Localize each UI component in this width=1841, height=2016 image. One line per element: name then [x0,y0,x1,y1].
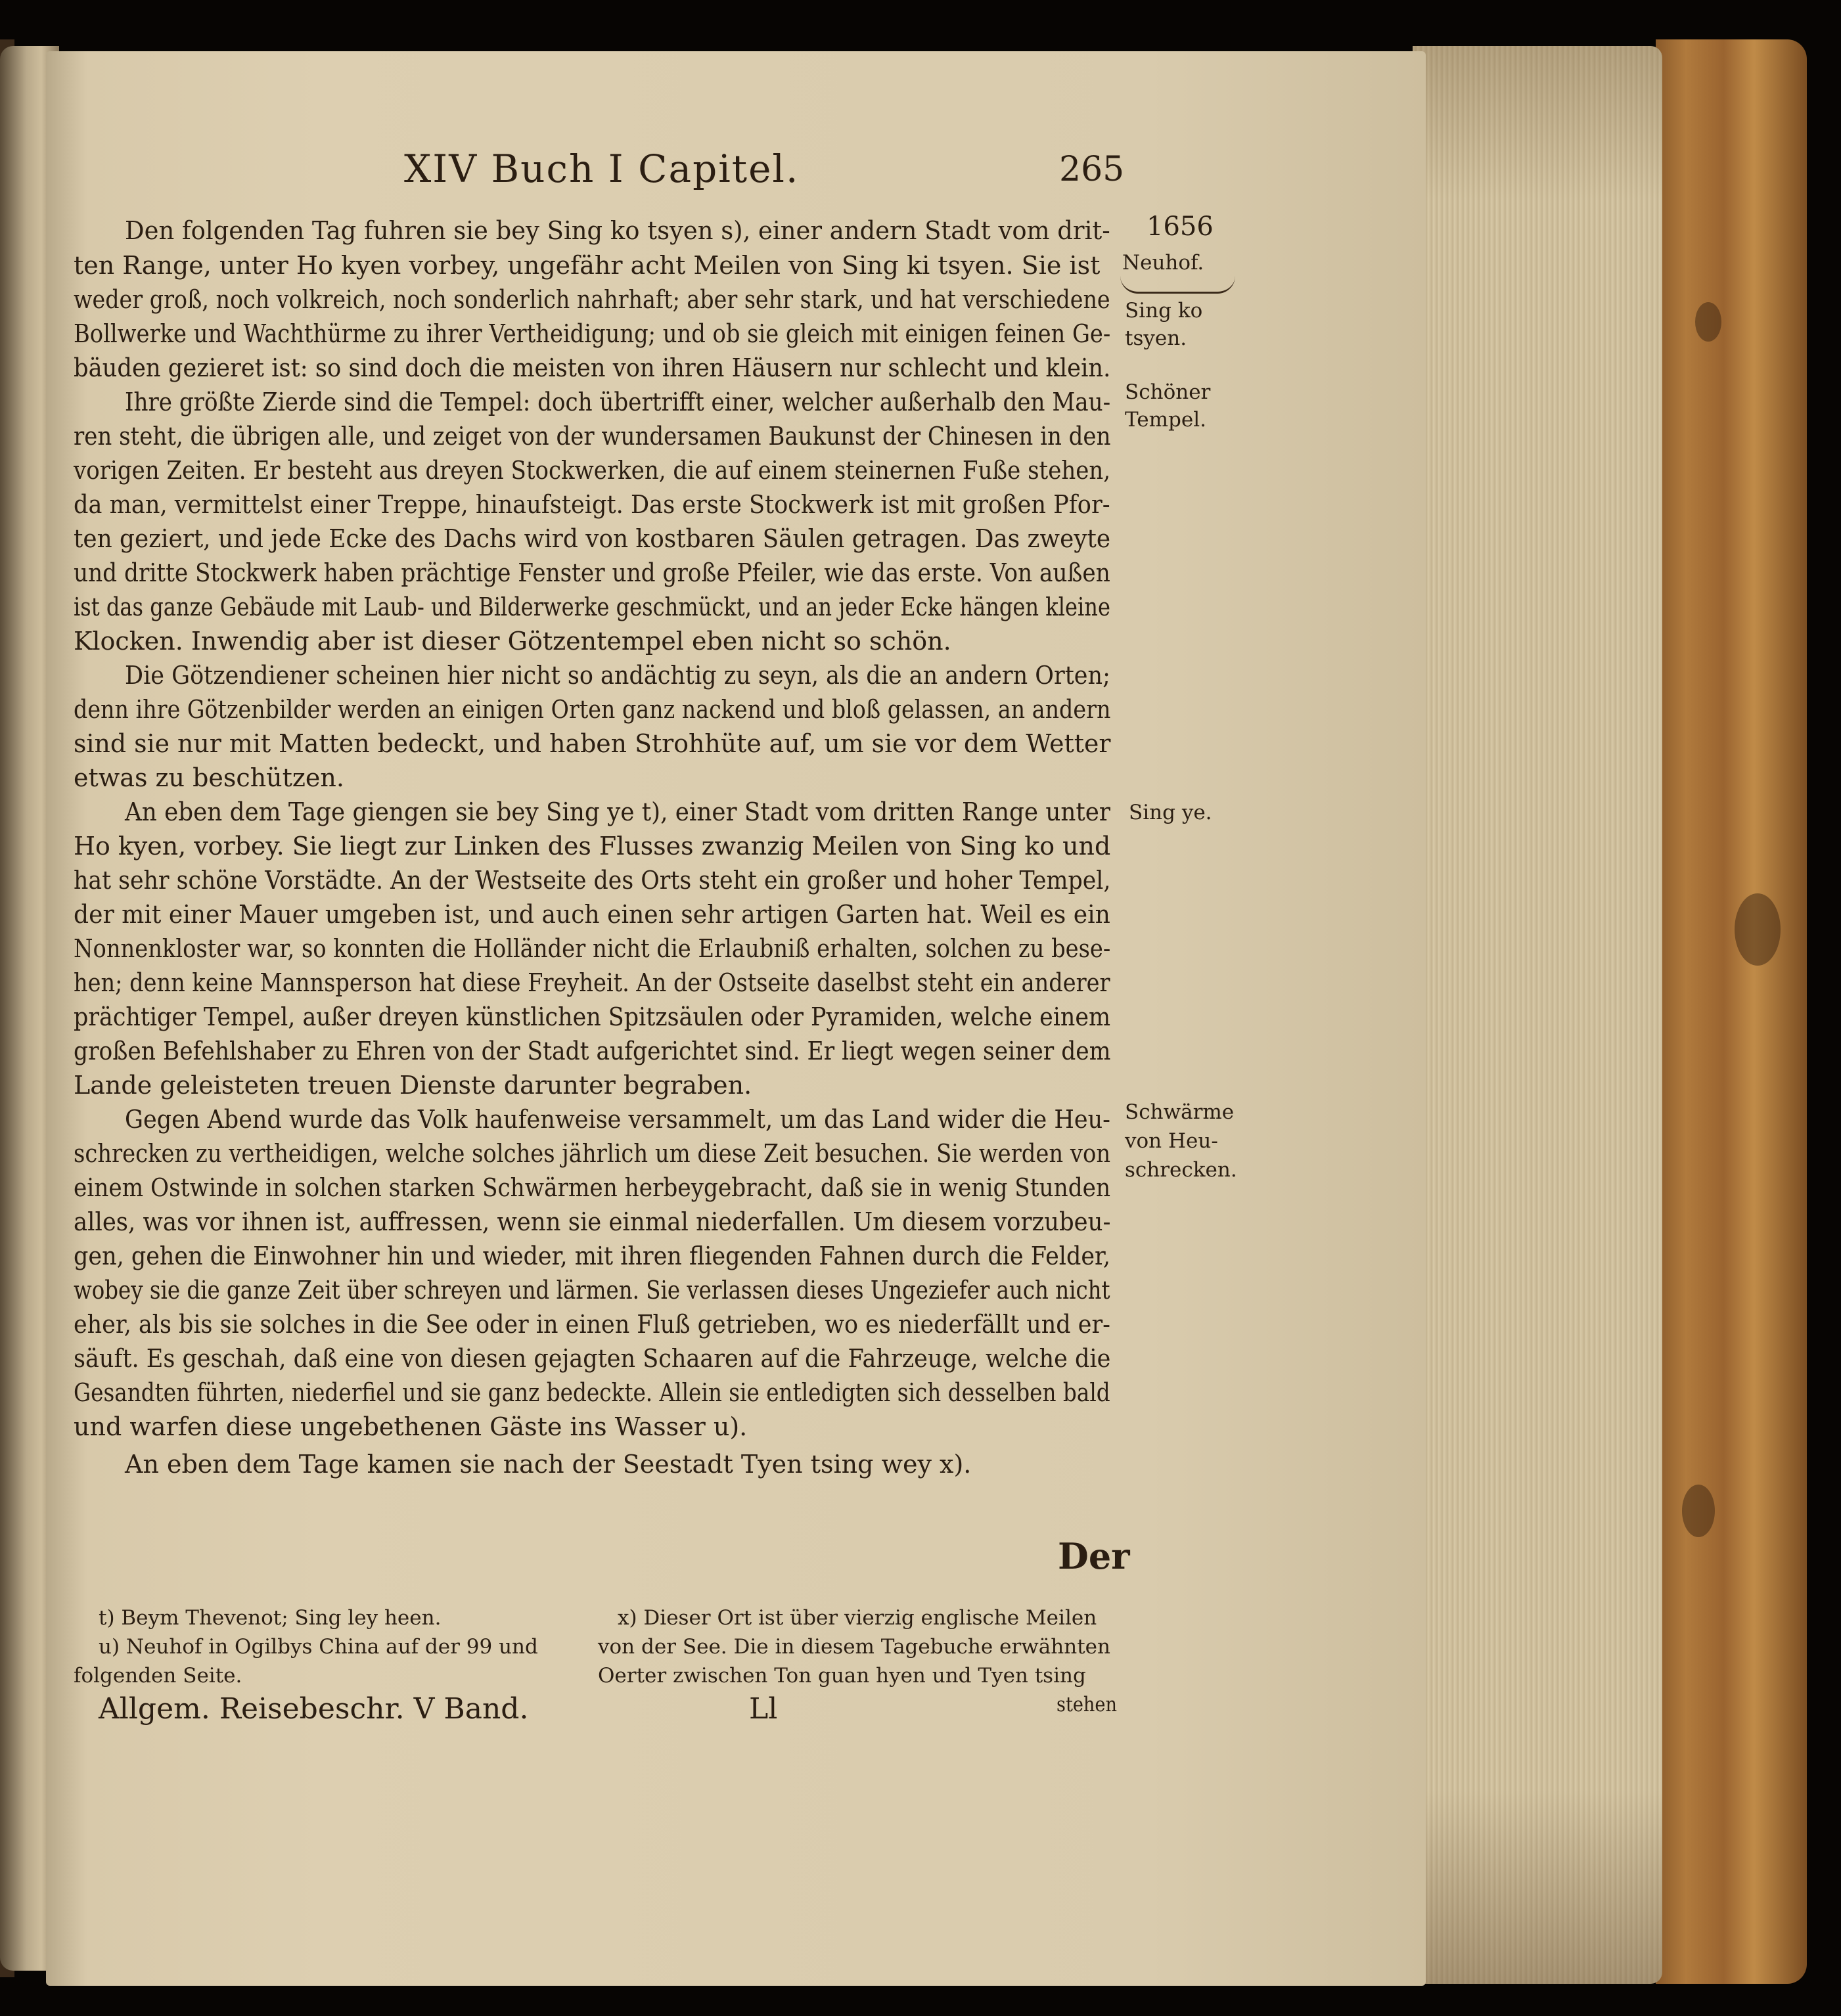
body-line: Ihre größte Zierde sind die Tempel: doch übertrifft einer, welcher außerhalb den Mau- [125,388,1111,416]
body-line: prächtiger Tempel, außer dreyen künstlichen Spitzsäulen oder Pyramiden, welche einem [74,1002,1111,1031]
body-line: Ho kyen, vorbey. Sie liegt zur Linken des Flusses zwanzig Meilen von Sing ko und [74,832,1111,861]
cover-stain [1735,893,1781,966]
body-line: Gegen Abend wurde das Volk haufenweise versammelt, um das Land wider die Heu- [125,1105,1111,1134]
body-line: Den folgenden Tag fuhren sie bey Sing ko tsyen s), einer andern Stadt vom drit- [125,216,1110,245]
body-line: Nonnenkloster war, so konnten die Holländer nicht die Erlaubniß erhalten, solchen zu bese- [74,934,1111,963]
body-line: denn ihre Götzenbilder werden an einigen Orten ganz nackend und bloß gelassen, an andern [74,695,1111,724]
body-line: Die Götzendiener scheinen hier nicht so andächtig zu seyn, als die an andern Orten; [125,661,1110,690]
margin-note: Sing ko [1125,299,1203,323]
body-line: da man, vermittelst einer Treppe, hinaufsteigt. Das erste Stockwerk ist mit großen Pfor- [74,490,1110,519]
margin-note: Sing ye. [1129,801,1212,824]
margin-note: Tempel. [1125,408,1206,432]
body-line: wobey sie die ganze Zeit über schreyen und lärmen. Sie verlassen dieses Ungeziefer auch nicht [74,1276,1110,1305]
body-line: sind sie nur mit Matten bedeckt, und haben Strohhüte auf, um sie vor dem Wetter [74,729,1111,758]
margin-note: Schöner [1125,380,1211,404]
cover-stain [1682,1485,1715,1537]
running-head: XIV Buch I Capitel. [404,146,800,191]
footnote-line: folgenden Seite. [74,1664,242,1688]
margin-note: Neuhof. [1122,251,1204,275]
body-line: großen Befehlshaber zu Ehren von der Stadt aufgerichtet sind. Er liegt wegen seiner dem [74,1037,1111,1065]
margin-brace [1120,276,1235,294]
body-line: etwas zu beschützen. [74,763,344,792]
cover-stain [1695,302,1721,342]
page-number: 265 [1059,150,1125,189]
page-edges-shade [1413,46,1662,1984]
margin-year: 1656 [1147,212,1214,242]
footnote-line: x) Dieser Ort ist über vierzig englische Meilen [618,1606,1097,1630]
body-line: und dritte Stockwerk haben prächtige Fenster und große Pfeiler, wie das erste. Von außen [74,558,1110,587]
body-line: eher, als bis sie solches in die See oder in einen Fluß getrieben, wo es niederfällt und er- [74,1310,1110,1339]
footnote-line: von der See. Die in diesem Tagebuche erwähnten [598,1635,1110,1659]
body-line: und warfen diese ungebethenen Gäste ins Wasser u). [74,1412,748,1441]
body-line: säuft. Es geschah, daß eine von diesen gejagten Schaaren auf die Fahrzeuge, welche die [74,1344,1111,1373]
margin-note: Schwärme [1125,1100,1235,1124]
footnote-line: u) Neuhof in Ogilbys China auf der 99 und [99,1635,538,1659]
body-line: weder groß, noch volkreich, noch sonderlich nahrhaft; aber sehr stark, und hat verschiedene [74,285,1110,314]
body-line: vorigen Zeiten. Er besteht aus dreyen Stockwerken, die auf einem steinernen Fuße stehen, [74,456,1111,485]
body-line: gen, gehen die Einwohner hin und wieder, mit ihren fliegenden Fahnen durch die Felder, [74,1242,1111,1270]
margin-note: tsyen. [1125,326,1187,350]
signature-mark: Ll [749,1692,778,1726]
footnote-line: t) Beym Thevenot; Sing ley heen. [99,1606,442,1630]
body-line: schrecken zu vertheidigen, welche solches jährlich um diese Zeit besuchen. Sie werden von [74,1139,1111,1168]
body-line: alles, was vor ihnen ist, auffressen, wenn sie einmal niederfallen. Um diesem vorzubeu- [74,1207,1111,1236]
leather-cover [1656,39,1807,1984]
body-line: hen; denn keine Mannsperson hat diese Freyheit. An der Ostseite daselbst steht ein anderer [74,968,1110,997]
footnote-line: Oerter zwischen Ton guan hyen und Tyen tsing [598,1664,1086,1688]
body-line: Gesandten führten, niederfiel und sie ganz bedeckte. Allein sie entledigten sich desselben bald [74,1378,1110,1407]
body-line: einem Ostwinde in solchen starken Schwärmen herbeygebracht, daß sie in wenig Stunden [74,1173,1111,1202]
body-line: Klocken. Inwendig aber ist dieser Götzentempel eben nicht so schön. [74,627,951,656]
body-line: Lande geleisteten treuen Dienste darunter begraben. [74,1071,752,1100]
margin-note: von Heu- [1125,1129,1218,1153]
body-line: hat sehr schöne Vorstädte. An der Westseite des Orts steht ein großer und hoher Tempel, [74,866,1111,895]
body-line: ren steht, die übrigen alle, und zeiget von der wundersamen Baukunst der Chinesen in den [74,422,1111,451]
body-line: bäuden gezieret ist: so sind doch die meisten von ihren Häusern nur schlecht und klein. [74,353,1111,382]
margin-note: schrecken. [1125,1158,1237,1182]
body-line: An eben dem Tage giengen sie bey Sing ye t), einer Stadt vom dritten Range unter [125,797,1110,826]
body-line: der mit einer Mauer umgeben ist, und auch einen sehr artigen Garten hat. Weil es ein [74,900,1110,929]
footnote-line: stehen [1057,1693,1118,1716]
body-line: An eben dem Tage kamen sie nach der Seestadt Tyen tsing wey x). [125,1450,972,1479]
signature-title: Allgem. Reisebeschr. V Band. [99,1692,529,1726]
body-line: Bollwerke und Wachthürme zu ihrer Vertheidigung; und ob sie gleich mit einigen feinen Ge- [74,319,1111,348]
catchword: Der [1058,1535,1130,1577]
body-line: ten Range, unter Ho kyen vorbey, ungefähr acht Meilen von Sing ki tsyen. Sie ist [74,251,1101,280]
body-line: ten geziert, und jede Ecke des Dachs wird von kostbaren Säulen getragen. Das zweyte [74,524,1111,553]
body-line: ist das ganze Gebäude mit Laub- und Bilderwerke geschmückt, und an jeder Ecke hängen kleine [74,593,1110,621]
